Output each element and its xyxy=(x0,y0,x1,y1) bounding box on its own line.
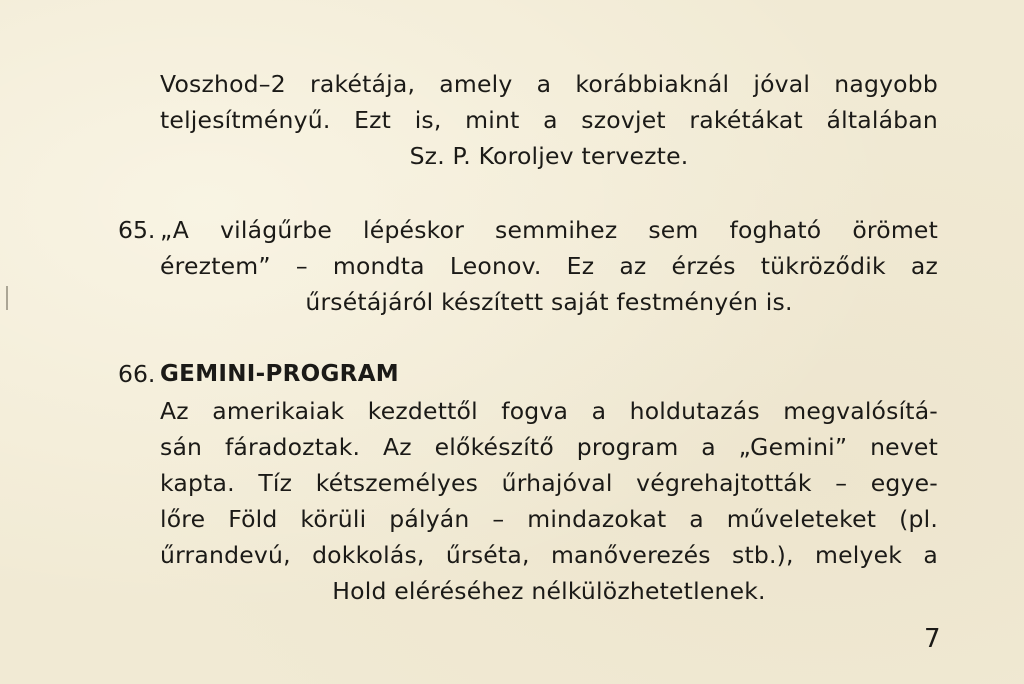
item-66-line-2: sán fáradoztak. Az előkészítő program a „Gemini” nevet xyxy=(160,433,938,461)
item-65-line-2: éreztem” – mondta Leonov. Ez az érzés tükröződik az xyxy=(160,252,938,280)
item-66-heading: GEMINI-PROGRAM xyxy=(160,361,399,387)
item-66-line-4: lőre Föld körüli pályán – mindazokat a műveleteket (pl. xyxy=(160,505,938,533)
intro-line-1: Voszhod–2 rakétája, amely a korábbiaknál jóval nagyobb xyxy=(160,70,938,98)
item-65-line-1: „A világűrbe lépéskor semmihez sem fogható örömet xyxy=(160,216,938,244)
intro-paragraph xyxy=(160,66,938,174)
page-number: 7 xyxy=(924,624,941,654)
item-66-line-5: űrrandevú, dokkolás, űrséta, manőverezés stb.), melyek a xyxy=(160,541,938,569)
item-66-line-3: kapta. Tíz kétszemélyes űrhajóval végrehajtották – egye- xyxy=(160,469,938,497)
item-66-line-6: Hold eléréséhez nélkülözhetetlenek. xyxy=(332,577,766,605)
item-66-line-1: Az amerikaiak kezdettől fogva a holdutazás megvalósítá- xyxy=(160,397,938,425)
scan-edge-mark xyxy=(6,286,8,310)
item-65-paragraph xyxy=(160,212,938,320)
item-66-paragraph xyxy=(160,393,938,609)
intro-line-2: teljesítményű. Ezt is, mint a szovjet rakétákat általában xyxy=(160,106,938,134)
item-65-number: 65. xyxy=(118,216,156,244)
item-65-line-3: űrsétájáról készített saját festményén is. xyxy=(305,288,793,316)
item-66-number: 66. xyxy=(118,360,156,388)
intro-line-3: Sz. P. Koroljev tervezte. xyxy=(409,142,689,170)
